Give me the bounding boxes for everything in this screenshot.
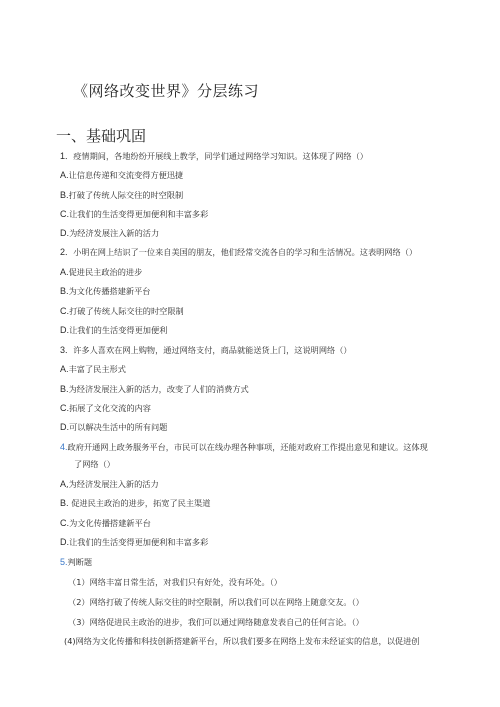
question-3 (60, 345, 352, 356)
item-text: 网络促进民主政治的进步，我们可以通过网络随意发表自己的任何言论。（） (89, 617, 364, 627)
option-text: .拓展了文化交流的内容 (66, 403, 151, 413)
option-key: A (60, 479, 67, 489)
option-2a (60, 267, 142, 278)
option-key: D (60, 537, 67, 547)
option-key: D (60, 325, 67, 335)
option-key: D (60, 228, 67, 238)
option-3d (60, 422, 167, 433)
question-title: 判断题 (67, 557, 93, 567)
question-stem: ．疫情期间，各地纷纷开展线上教学，同学们通过网络学习知识。这体现了网络（） (65, 151, 368, 161)
option-4c (60, 518, 151, 529)
option-text: .丰富了民主形式 (66, 364, 126, 374)
option-text: .为经济发展注入新的活力 (66, 228, 160, 238)
judge-item-2 (68, 597, 364, 608)
option-3a (60, 364, 126, 375)
option-key: B (60, 286, 67, 296)
option-4a (60, 479, 159, 490)
option-text: .打破了传统人际交往的时空限制 (66, 190, 184, 200)
document-title: 《网络改变世界》分层练习 (73, 82, 260, 100)
item-number: （1） (68, 577, 90, 587)
option-key: B (60, 384, 67, 394)
option-key: C (60, 518, 67, 528)
option-1a (60, 170, 183, 181)
option-key: B (60, 190, 67, 200)
option-key: B (60, 498, 67, 508)
option-text: .让我们的生活变得更加便利和丰富多彩 (66, 209, 209, 219)
item-text: 网络打破了传统人际交往的时空限制，所以我们可以在网络上随意交友。（） (89, 597, 364, 607)
question-number: 3 (60, 345, 66, 355)
question-1 (60, 151, 368, 162)
item-number: （3） (68, 617, 90, 627)
question-stem: ．许多人喜欢在网上购物，通过网络支付，商品就能送货上门，这说明网络（） (65, 345, 352, 355)
option-2b (60, 286, 151, 297)
option-text: .为经济发展注入新的活力，改变了人们的消费方式 (66, 384, 249, 394)
judge-item-3 (68, 617, 364, 628)
option-text: .促进民主政治的进步 (66, 267, 143, 277)
option-text: .为文化传播搭建新平台 (66, 518, 151, 528)
option-1d (60, 228, 159, 239)
item-text: 网络为文化传播和科技创新搭建新平台，所以我们要多在网络上发布未经证实的信息，以促进创 (75, 636, 420, 646)
question-2 (60, 247, 417, 258)
question-stem: ．小明在网上结识了一位来自美国的朋友，他们经常交流各自的学习和生活情况。这表明网络（） (65, 247, 418, 257)
option-text: . 促进民主政治的进步，拓宽了民主渠道 (66, 498, 211, 508)
option-1c (60, 209, 208, 220)
option-3c (60, 403, 151, 414)
section-heading: 一、基础巩固 (56, 127, 147, 145)
option-key: C (60, 403, 67, 413)
option-key: A (60, 364, 67, 374)
option-text: .打破了传统人际交往的时空限制 (66, 306, 184, 316)
option-4d (60, 537, 208, 548)
question-number: 5. (60, 557, 68, 567)
item-text: 网络丰富日常生活，对我们只有好处，没有坏处。（） (89, 577, 282, 587)
option-text: ,为经济发展注入新的活力 (66, 479, 159, 489)
judge-item-4 (64, 636, 420, 647)
option-text: .为文化传播搭建新平台 (66, 286, 151, 296)
option-text: .可以解决生活中的所有问题 (66, 422, 168, 432)
option-text: .让信息传递和交流变得方便迅捷 (66, 170, 184, 180)
item-number: (4) (64, 636, 76, 646)
option-4b (60, 498, 210, 509)
question-5 (60, 557, 92, 568)
option-key: C (60, 306, 67, 316)
question-4 (60, 442, 428, 453)
option-key: C (60, 209, 67, 219)
option-1b (60, 190, 183, 201)
option-2c (60, 306, 184, 317)
option-3b (60, 384, 249, 395)
option-key: A (60, 170, 67, 180)
question-4-continued: 了网络（） (74, 459, 115, 469)
question-number: 2 (60, 247, 66, 257)
item-number: （2） (68, 597, 90, 607)
option-key: A (60, 267, 67, 277)
option-2d (60, 325, 167, 336)
option-text: .让我们的生活变得更加便利 (66, 325, 168, 335)
question-stem: 政府开通网上政务服务平台，市民可以在线办理各种事项，还能对政府工作提出意见和建议。这体现 (67, 442, 428, 452)
option-text: .让我们的生活变得更加便利和丰富多彩 (66, 537, 209, 547)
question-number: 4. (60, 442, 68, 452)
option-key: D (60, 422, 67, 432)
judge-item-1 (68, 577, 282, 588)
question-number: 1 (60, 151, 66, 161)
